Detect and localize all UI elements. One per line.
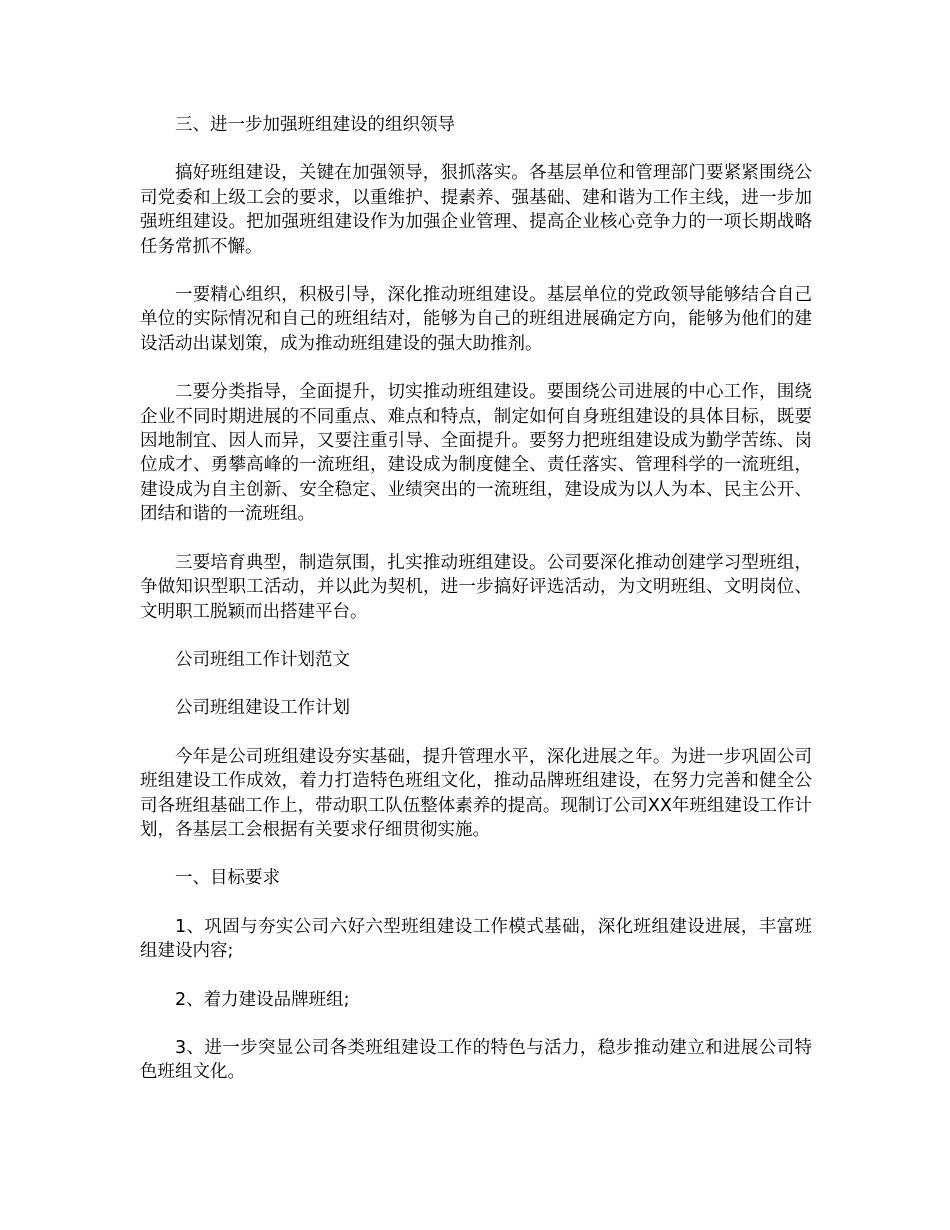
heading-work-plan: 公司班组建设工作计划 [175,698,350,719]
paragraph-organize: 一要精心组织，积极引导，深化推动班组建设。基层单位的党政领导能够结合自己单位的实际情况和自己的班组结对，能够为自己的班组进展确定方向，能够为他们的建设活动出谋划策，成为推动班组建设的强大助推剂。 [140,285,812,354]
section-heading-organization: 三、进一步加强班组建设的组织领导 [175,115,455,135]
list-item-goal-2: 2、着力建设品牌班组; [175,989,350,1010]
section-heading-goals: 一、目标要求 [175,868,280,889]
document-page [140,113,812,1085]
heading-sample-text: 公司班组工作计划范文 [175,649,350,670]
paragraph-cultivate: 三要培育典型，制造氛围，扎实推动班组建设。公司要深化推动创建学习型班组，争做知识型职工活动，并以此为契机，进一步搞好评选活动，为文明班组、文明岗位、文明职工脱颖而出搭建平台。 [140,552,812,622]
list-item-goal-1: 1、巩固与夯实公司六好六型班组建设工作模式基础，深化班组建设进展，丰富班组建设内容; [140,916,812,962]
paragraph-guidance: 二要分类指导，全面提升，切实推动班组建设。要围绕公司进展的中心工作，围绕企业不同时期进展的不同重点、难点和特点，制定如何自身班组建设的具体目标，既要因地制宜、因人而异，又要注重引导、全面提升。要努力把班组建设成为勤学苦练、岗位成才、勇攀高峰的一流班组，建设成为制度健全、责任落实、管理科学的一流班组，建设成为自主创新、安全稳定、业绩突出的一流班组，建设成为以人为本、民主公开、团结和谐的一流班组。 [140,382,812,525]
paragraph-leadership: 搞好班组建设，关键在加强领导，狠抓落实。各基层单位和管理部门要紧紧围绕公司党委和上级工会的要求，以重维护、提素养、强基础、建和谐为工作主线，进一步加强班组建设。把加强班组建设作为加强企业管理、提高企业核心竞争力的一项长期战略任务常抓不懈。 [140,163,812,257]
list-item-goal-3: 3、进一步突显公司各类班组建设工作的特色与活力，稳步推动建立和进展公司特色班组文化。 [140,1037,812,1083]
paragraph-intro: 今年是公司班组建设夯实基础，提升管理水平，深化进展之年。为进一步巩固公司班组建设工作成效，着力打造特色班组文化，推动品牌班组建设，在努力完善和健全公司各班组基础工作上，带动职工队伍整体素养的提高。现制订公司XX年班组建设工作计划，各基层工会根据有关要求仔细贯彻实施。 [140,746,812,840]
